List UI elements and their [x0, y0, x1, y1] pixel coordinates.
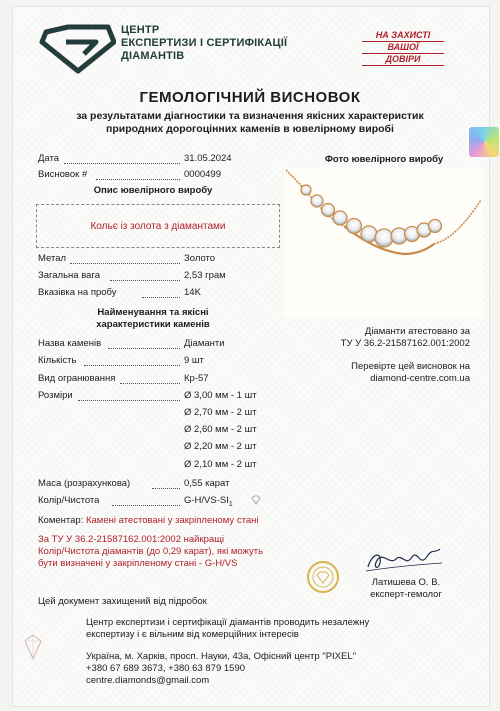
attest-line1: Діаманти атестовано за: [364, 326, 470, 337]
attest-line2: ТУ У 36.2-21587162.001:2002: [340, 338, 470, 349]
diamond-stone: [301, 185, 311, 195]
product-photo: [284, 168, 483, 318]
dotted-leader: [70, 263, 180, 264]
footer-line2: експертизу і є вільним від комерційних інтересів: [86, 629, 299, 640]
footer-email[interactable]: centre.diamonds@gmail.com: [86, 675, 210, 686]
diamond-stone: [333, 211, 347, 225]
dotted-leader: [120, 383, 180, 384]
dotted-leader: [142, 297, 180, 298]
footer-independence: [86, 617, 426, 641]
metal-value: Золото: [184, 253, 216, 264]
color-clarity-value: [184, 495, 233, 508]
protection-note: Цей документ захищений від підробок: [38, 596, 207, 607]
note-line3: бути визначені у закріпленому стані - G-H/VS: [38, 558, 238, 569]
diamond-stone: [322, 204, 335, 217]
diamond-stone: [311, 195, 323, 207]
cut-value: Кр-57: [184, 373, 209, 384]
size-row: Ø 2,10 мм - 2 шт: [184, 459, 257, 470]
hologram-icon: [469, 127, 499, 157]
seal-icon: [306, 560, 340, 594]
stones-heading: [38, 307, 268, 331]
footer-phones: +380 67 689 3673, +380 63 879 1590: [86, 663, 246, 674]
number-value: 0000499: [184, 169, 221, 180]
diamond-stones: [301, 185, 442, 247]
cut-label: Вид огранювання: [38, 373, 116, 384]
document-title: ГЕМОЛОГІЧНИЙ ВИСНОВОК: [139, 89, 361, 106]
slogan-line2: ВАШОЇ: [362, 42, 444, 54]
dotted-leader: [96, 179, 180, 180]
org-name-line1: ЦЕНТР: [121, 24, 160, 36]
subtitle-line1: за результатами діагностики та визначення якісних характеристик: [76, 110, 424, 122]
color-clarity-label: Колір/Чистота: [38, 495, 100, 506]
stone-name-value: Діаманти: [184, 338, 225, 349]
probe-value: 14K: [184, 287, 201, 298]
stones-heading-line1: Найменування та якісні: [97, 307, 209, 318]
verify-link[interactable]: diamond-centre.com.ua: [370, 373, 470, 384]
dotted-leader: [64, 163, 180, 164]
probe-label: Вказівка на пробу: [38, 287, 117, 298]
dotted-leader: [152, 488, 180, 489]
attestation-text: [280, 326, 470, 350]
number-label: Висновок #: [38, 169, 88, 180]
quantity-value: 9 шт: [184, 355, 204, 366]
mass-value: 0,55 карат: [184, 478, 230, 489]
gem-icon: [250, 494, 262, 506]
subtitle-line2: природних дорогоцінних каменів в ювелірному виробі: [106, 123, 394, 135]
diamond-outline-icon: [22, 633, 44, 661]
diamond-stone: [375, 229, 393, 247]
dotted-leader: [108, 348, 180, 349]
verify-line1: Перевірте цей висновок на: [351, 361, 470, 372]
size-row: Ø 2,70 мм - 2 шт: [184, 407, 257, 418]
date-label: Дата: [38, 153, 60, 164]
diamond-stone: [347, 219, 362, 234]
slogan: [362, 30, 444, 66]
mass-label: Маса (розрахункова): [38, 478, 131, 489]
footer-contacts: [86, 651, 426, 687]
slogan-line1: НА ЗАХИСТІ: [362, 30, 444, 42]
note-line1: За ТУ У 36.2-21587162.001:2002 найкращі: [38, 534, 225, 545]
stone-name-label: Назва каменів: [38, 338, 102, 349]
footer-line1: Центр експертизи і сертифікації діамантів проводить незалежну: [86, 617, 370, 628]
sizes-label: Розміри: [38, 390, 73, 401]
weight-value: 2,53 грам: [184, 270, 226, 281]
expert-role: експерт-гемолог: [370, 589, 442, 600]
expert-signature: [362, 545, 444, 575]
size-row: Ø 2,60 мм - 2 шт: [184, 424, 257, 435]
org-name: [121, 24, 287, 63]
dotted-leader: [84, 365, 180, 366]
photo-title: Фото ювелірного виробу: [324, 154, 444, 165]
item-description: Кольє із золота з діамантами: [90, 220, 226, 232]
org-name-line2: ЕКСПЕРТИЗИ І СЕРТИФІКАЦІЇ: [121, 37, 288, 49]
stones-heading-line2: характеристики каменів: [96, 319, 210, 330]
item-description-heading: Опис ювелірного виробу: [93, 185, 213, 196]
dotted-leader: [78, 400, 180, 401]
item-description-box: [36, 204, 280, 248]
metal-label: Метал: [38, 253, 67, 264]
expert-block: [350, 577, 462, 601]
expert-name: Латишева О. В.: [371, 577, 441, 588]
dotted-leader: [110, 280, 180, 281]
footer-address: Україна, м. Харків, просп. Науки, 43а, Офісний центр "PIXEL": [86, 651, 357, 662]
document-subtitle: [0, 110, 500, 136]
date-value: 31.05.2024: [184, 153, 232, 164]
color-clarity-text: G-H/VS-SI: [184, 495, 229, 506]
comment: [38, 515, 258, 526]
comment-label: Коментар:: [38, 515, 84, 526]
size-row: Ø 3,00 мм - 1 шт: [184, 390, 257, 401]
weight-label: Загальна вага: [38, 270, 100, 281]
standard-note: [38, 534, 308, 570]
org-name-line3: ДІАМАНТІВ: [121, 50, 185, 62]
verify-text: [280, 361, 470, 385]
quantity-label: Кількість: [38, 355, 77, 366]
diamond-stone: [429, 220, 442, 233]
size-row: Ø 2,20 мм - 2 шт: [184, 441, 257, 452]
slogan-line3: ДОВІРИ: [362, 54, 444, 66]
dotted-leader: [112, 505, 180, 506]
diamond-logo-icon: [38, 24, 116, 74]
note-line2: Колір/Чистота діамантів (до 0,29 карат), які можуть: [38, 546, 264, 557]
color-clarity-subscript: 1: [228, 500, 233, 508]
comment-value: Камені атестовані у закріпленому стані: [85, 515, 259, 526]
